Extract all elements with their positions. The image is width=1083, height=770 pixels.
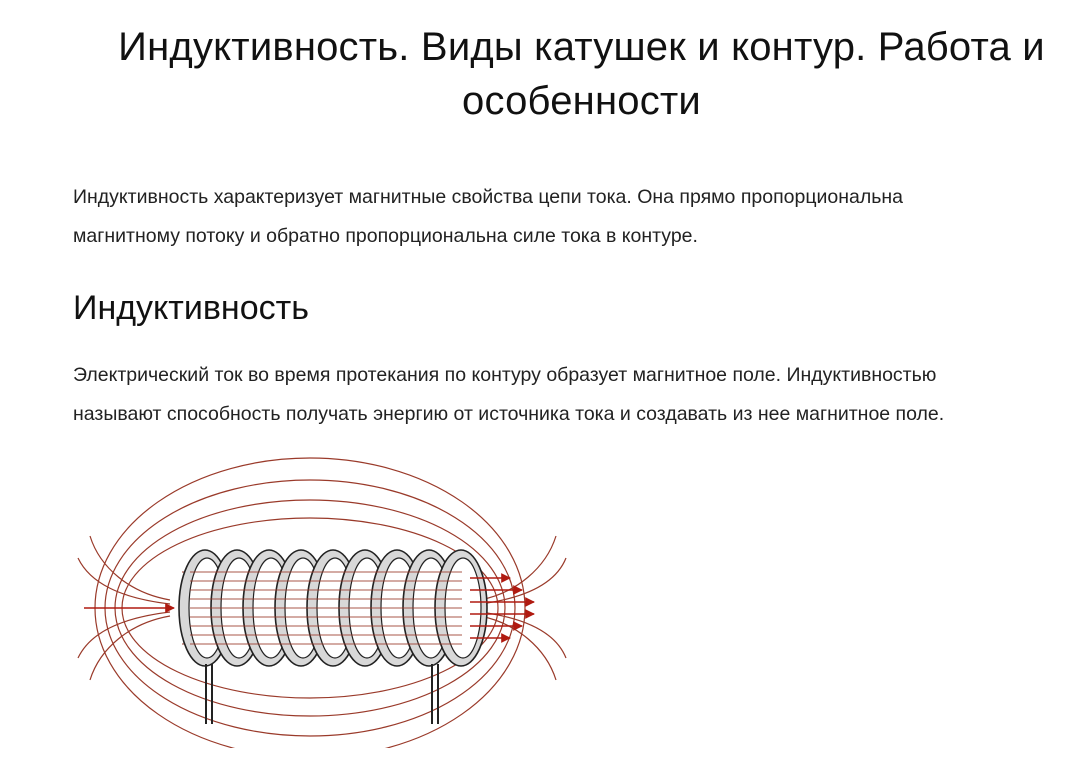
page-title-line-2: особенности <box>462 79 701 123</box>
section-line-1: Электрический ток во время протекания по контуру образует магнитное поле. Индуктивностью <box>73 364 937 386</box>
section-line-2: называют способность получать энергию от источника тока и создавать из нее магнитное поле. <box>73 403 945 425</box>
right-lead <box>432 664 438 724</box>
intro-line-1: Индуктивность характеризует магнитные свойства цепи тока. Она прямо пропорциональна <box>73 186 903 208</box>
section-heading: Индуктивность <box>73 289 309 327</box>
intro-line-2: магнитному потоку и обратно пропорциональна силе тока в контуре. <box>73 225 698 247</box>
left-lead <box>206 664 212 724</box>
intro-paragraph <box>73 178 1073 256</box>
field-flare-line <box>90 616 170 680</box>
field-flare-line <box>90 536 170 600</box>
page-title <box>80 20 1083 128</box>
coil-turns <box>179 550 487 666</box>
coil-field-diagram <box>70 448 570 748</box>
page-title-line-1: Индуктивность. Виды катушек и контур. Работа и <box>118 25 1045 69</box>
coil-illustration <box>70 448 570 748</box>
coil-leads <box>206 664 438 724</box>
section-paragraph <box>73 356 1083 434</box>
